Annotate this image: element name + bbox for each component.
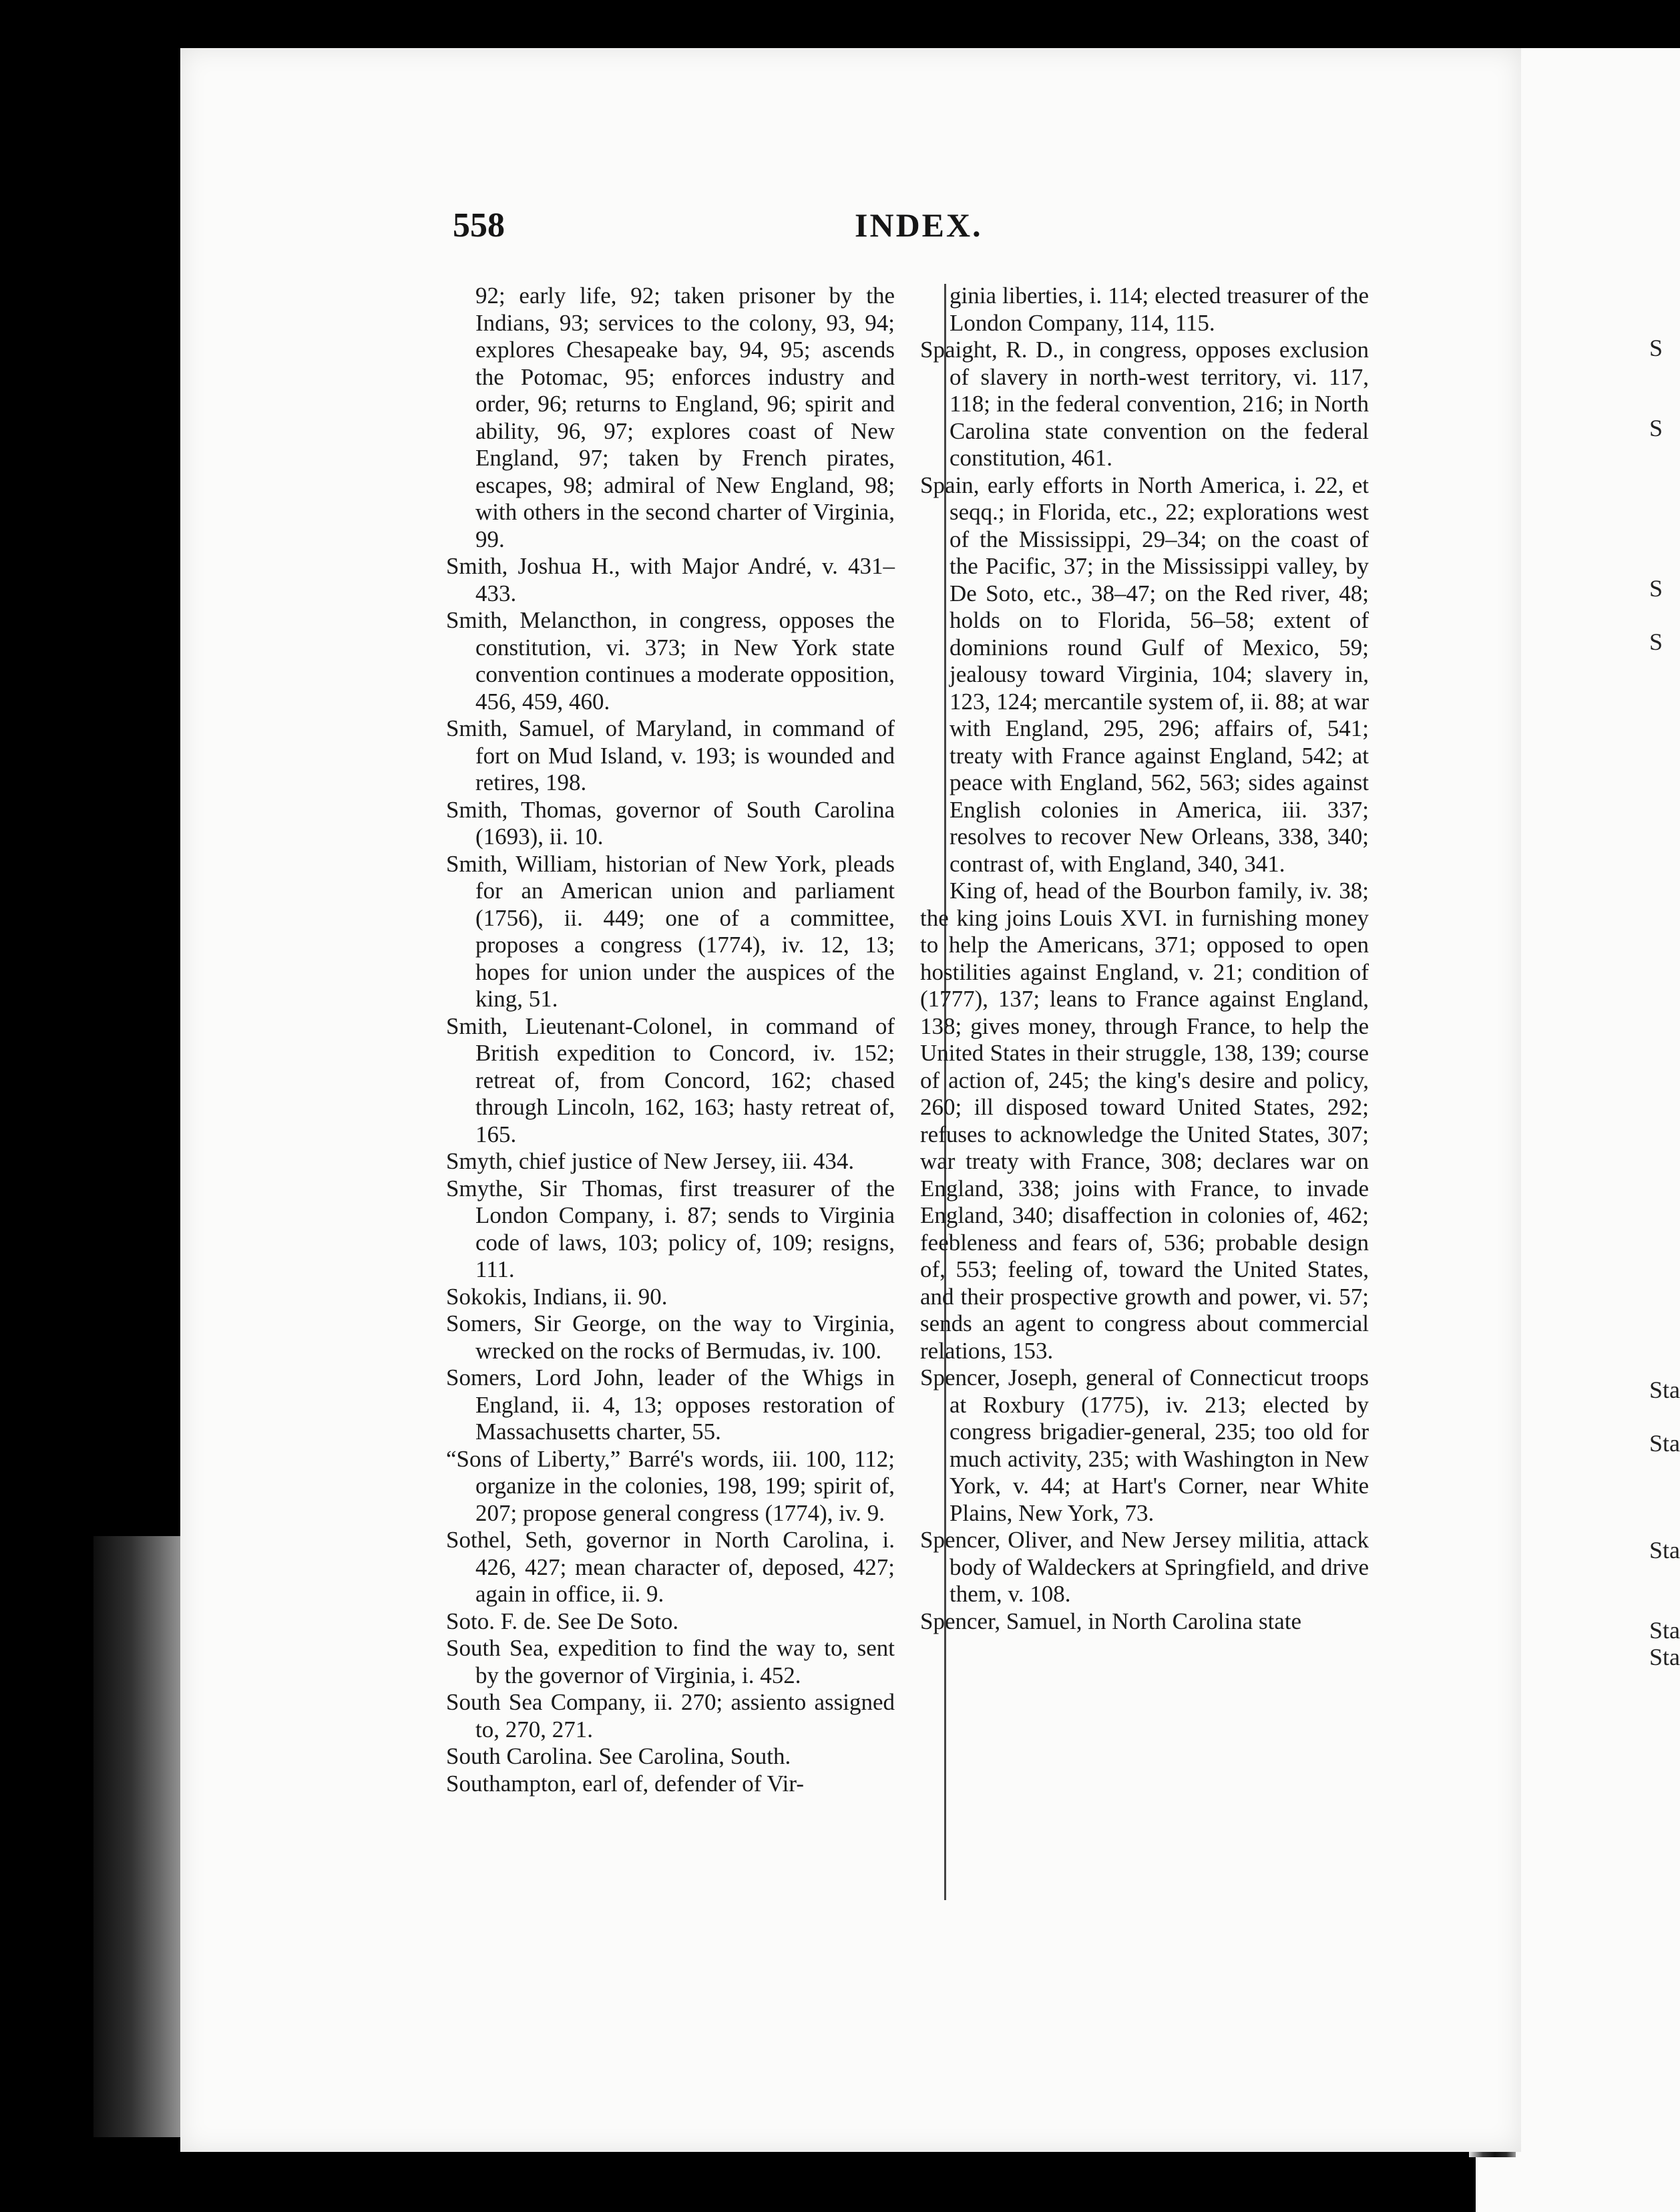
index-entry: Spencer, Samuel, in North Carolina state: [920, 1608, 1302, 1634]
index-entry: 92; early life, 92; taken prisoner by the Indians, 93; services to the colony, 93, 94; explores Chesapeake bay, 94, 95; ascends the Potomac, 95; enforces industry and order, 96; returns to England, 96; spirit and ability, 96, 97; explores coast of New England, 97; taken by French pirates, escapes, 98; admiral of New England, 98; with others in the second charter of Virginia, 99.: [475, 283, 895, 552]
page-edge-shadow: [93, 1536, 187, 2137]
facing-page-text-fragments: [1649, 0, 1680, 2212]
index-entry: Somers, Sir George, on the way to Virginia, wrecked on the rocks of Bermudas, iv. 100.: [446, 1310, 895, 1364]
index-entry: Sothel, Seth, governor in North Carolina, i. 426, 427; mean character of, deposed, 427; again in office, ii. 9.: [446, 1527, 895, 1607]
facing-page-fragment: Sta: [1649, 1617, 1680, 1644]
index-entry: Smith, Samuel, of Maryland, in command of fort on Mud Island, v. 193; is wounded and retires, 198.: [446, 715, 895, 795]
index-entry: Smith, Thomas, governor of South Carolina (1693), ii. 10.: [446, 796, 895, 850]
facing-page-fragment: S: [1649, 575, 1663, 602]
facing-page-fragment: S: [1649, 415, 1663, 441]
index-entry: Sokokis, Indians, ii. 90.: [446, 1283, 668, 1310]
facing-page-fragment: Sta: [1649, 1376, 1680, 1403]
index-entry: Smyth, chief justice of New Jersey, iii. 434.: [446, 1148, 855, 1174]
facing-page-fragment: S: [1649, 335, 1663, 361]
index-entry: Spencer, Joseph, general of Connecticut troops at Roxbury (1775), iv. 213; elected by congress brigadier-general, 235; too old for much activity, 235; with Washington in New York, v. 44; at Hart's Corner, near White Plains, New York, 73.: [920, 1364, 1369, 1526]
index-entry: Smith, William, historian of New York, pleads for an American union and parliament (1756), ii. 449; one of a committee, proposes a congress (1774), iv. 12, 13; hopes for union under the auspices of the king, 51.: [446, 850, 895, 1012]
page-title: INDEX.: [855, 206, 983, 244]
index-entry: Smythe, Sir Thomas, first treasurer of the London Company, i. 87; sends to Virginia code of laws, 103; policy of, 109; resigns, 111.: [446, 1175, 895, 1282]
index-entry: Somers, Lord John, leader of the Whigs in England, ii. 4, 13; opposes restoration of Massachusetts charter, 55.: [446, 1364, 895, 1445]
page-number: 558: [453, 206, 505, 244]
index-entry: South Sea, expedition to find the way to, sent by the governor of Virginia, i. 452.: [446, 1635, 895, 1688]
index-entry: South Carolina. See Carolina, South.: [446, 1743, 791, 1769]
index-entry: ginia liberties, i. 114; elected treasurer of the London Company, 114, 115.: [950, 283, 1369, 336]
index-column-left: [446, 283, 895, 1797]
index-entry: South Sea Company, ii. 270; assiento assigned to, 270, 271.: [446, 1689, 895, 1742]
index-entry: Spencer, Oliver, and New Jersey militia, attack body of Waldeckers at Springfield, and drive them, v. 108.: [920, 1527, 1369, 1607]
index-entry: Smith, Lieutenant-Colonel, in command of British expedition to Concord, iv. 152; retreat of, from Concord, 162; chased through Lincoln, 162, 163; hasty retreat of, 165.: [446, 1012, 895, 1147]
index-entry: Spain, early efforts in North America, i. 22, et seqq.; in Florida, etc., 22; explorations west of the Mississippi, 29–34; on the coast of the Pacific, 37; in the Mississippi valley, by De Soto, etc., 38–47; on the Red river, 48; holds on to Florida, 56–58; extent of dominions round Gulf of Mexico, 59; jealousy toward Virginia, 104; slavery in, 123, 124; mercantile system of, ii. 88; at war with England, 295, 296; affairs of, 541; treaty with France against England, 542; at peace with England, 562, 563; sides against English colonies in America, iii. 337; resolves to recover New Orleans, 338, 340; contrast of, with England, 340, 341.: [920, 472, 1369, 877]
facing-page-fragment: Sta: [1649, 1644, 1680, 1670]
index-entry: Southampton, earl of, defender of Vir-: [446, 1770, 804, 1797]
index-column-right: [920, 283, 1369, 1635]
index-entry: Spaight, R. D., in congress, opposes exclusion of slavery in north-west territory, vi. 117, 118; in the federal convention, 216; in North Carolina state convention on the federal constitution, 461.: [920, 337, 1369, 471]
index-entry: King of, head of the Bourbon family, iv. 38; the king joins Louis XVI. in furnishing money to help the Americans, 371; opposed to open hostilities against England, v. 21; condition of (1777), 137; leans to France against England, 138; gives money, through France, to help the United States in their struggle, 138, 139; course of action of, 245; the king's desire and policy, 260; ill disposed toward United States, 292; refuses to acknowledge the United States, 307; war treaty with France, 308; declares war on England, 338; joins with France, to invade England, 340; disaffection in colonies of, 462; feebleness and fears of, 536; probable design of, 553; feeling of, toward the United States, and their prospective growth and power, vi. 57; sends an agent to congress about commercial relations, 153.: [920, 878, 1369, 1364]
facing-page-fragment: Sta: [1649, 1430, 1680, 1457]
index-entry: Smith, Joshua H., with Major André, v. 431–433.: [446, 553, 895, 606]
facing-page-fragment: S: [1649, 628, 1663, 655]
index-entry: Soto. F. de. See De Soto.: [446, 1608, 679, 1634]
index-entry: Smith, Melancthon, in congress, opposes the constitution, vi. 373; in New York state convention continues a moderate opposition, 456, 459, 460.: [446, 607, 895, 715]
facing-page-fragment: Sta: [1649, 1537, 1680, 1563]
index-entry: “Sons of Liberty,” Barré's words, iii. 100, 112; organize in the colonies, 198, 199; spirit of, 207; propose general congress (1774), iv. 9.: [446, 1445, 895, 1526]
